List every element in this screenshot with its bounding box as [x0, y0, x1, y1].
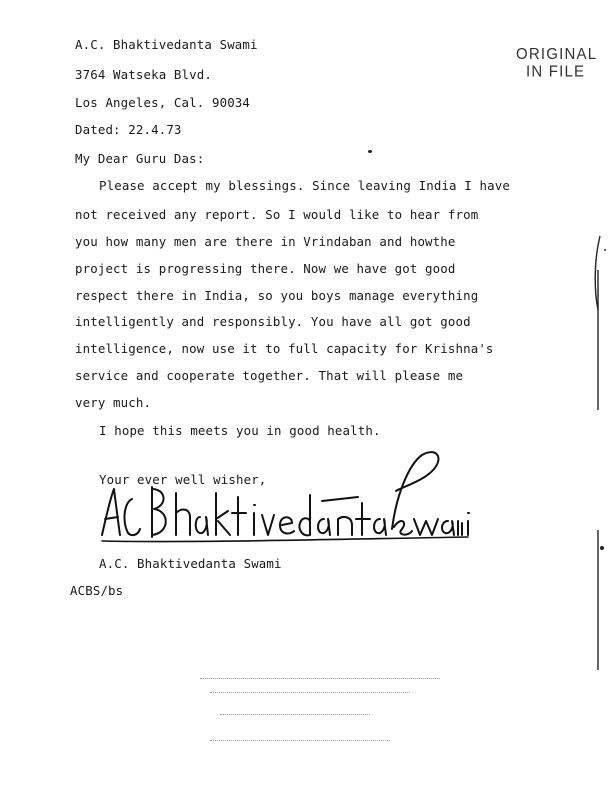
margin-bracket-marks [586, 230, 608, 670]
sender-name: A.C. Bhaktivedanta Swami [75, 37, 258, 52]
body-line-1: Please accept my blessings. Since leaving India I have [99, 178, 510, 193]
body-line-2: not received any report. So I would like to hear from [75, 207, 479, 222]
salutation: My Dear Guru Das: [75, 151, 205, 166]
stamp-line-1: ORIGINAL [516, 45, 598, 63]
body-line-5: respect there in India, so you boys manage everything [75, 288, 479, 303]
handwritten-signature [96, 447, 476, 547]
original-in-file-stamp [516, 45, 597, 81]
stamp-line-2: IN FILE [526, 63, 586, 81]
body-line-7: intelligence, now use it to full capacity for Krishna's [75, 341, 494, 356]
address-line-2: Los Angeles, Cal. 90034 [75, 95, 251, 110]
body-line-6: intelligently and responsibly. You have all got good [75, 314, 471, 329]
ink-speck [368, 150, 372, 153]
faded-stamp-marks [190, 668, 460, 758]
closing: Your ever well wisher, [99, 472, 267, 487]
address-line-1: 3764 Watseka Blvd. [75, 67, 212, 82]
body-line-8: service and cooperate together. That will please me [75, 368, 464, 383]
reference-initials: ACBS/bs [70, 583, 124, 598]
date-line: Dated: 22.4.73 [75, 122, 182, 137]
typed-name: A.C. Bhaktivedanta Swami [99, 556, 282, 571]
body-paragraph-2: I hope this meets you in good health. [99, 423, 381, 438]
body-line-3: you how many men are there in Vrindaban and howthe [75, 234, 456, 249]
body-line-4: project is progressing there. Now we have got good [75, 261, 456, 276]
body-line-9: very much. [75, 395, 152, 410]
